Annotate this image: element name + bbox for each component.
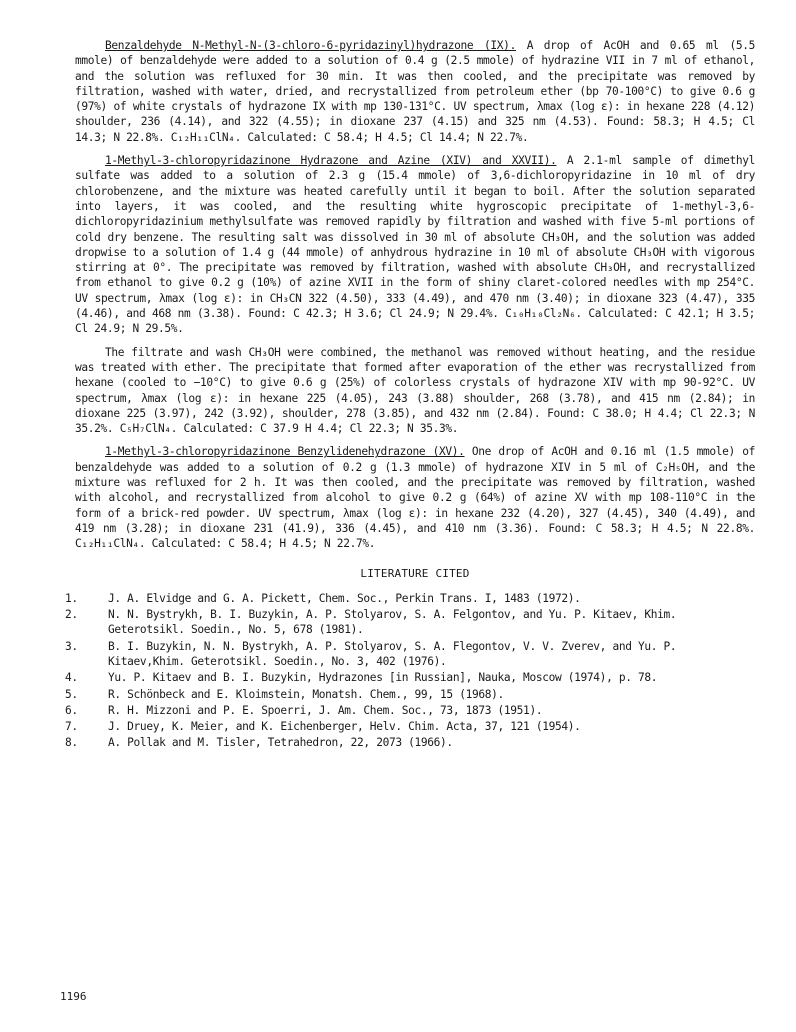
reference-text: N. N. Bystrykh, B. I. Buzykin, A. P. Stolyarov, S. A. Felgontov, and Yu. P. Kitaev, Khim. Geterotsikl. Soedin., No. 5, 678 (1981). <box>108 608 677 637</box>
reference-number: 3. <box>65 639 78 653</box>
paragraph-benzylidenehydrazone-xv <box>75 444 755 551</box>
literature-cited-heading: LITERATURE CITED <box>360 566 470 580</box>
paragraph-heading: Benzaldehyde N-Methyl-N-(3-chloro-6-pyridazinyl)hydrazone (IX). <box>105 39 516 52</box>
page-number: 1196 <box>60 990 87 1003</box>
reference-text: A. Pollak and M. Tisler, Tetrahedron, 22, 2073 (1966). <box>108 736 453 750</box>
paragraph-text: One drop of AcOH and 0.16 ml (1.5 mmole) of benzaldehyde was added to a solution of 0.2 g (1.3 mmole) of hydrazone XIV in 5 ml of C₂H₅OH, and the mixture was refluxed for 2 h. It was then cooled, and the precipitate was removed by filtration, washed with alcohol, and recrystallized from alcohol to give 0.2 g (64%) of azine XV with mp 108-110°C in the form of a brick-red powder. UV spectrum, λmax (log ε): in hexane 232 (4.20), 327 (4.45), 340 (4.49), and 419 nm (3.28); in dioxane 231 (41.9), 336 (4.45), and 410 nm (3.36). Found: C 58.3; H 4.5; N 22.8%. C₁₂H₁₁ClN₄. Calculated: C 58.4; H 4.5; N 22.7%. <box>75 445 755 551</box>
reference-item <box>65 687 755 702</box>
paragraph-text: The filtrate and wash CH₃OH were combined, the methanol was removed without heating, and the residue was treated with ether. The precipitate that formed after evaporation of the ether was recrystallized from hexane (cooled to −10°C) to give 0.6 g (25%) of colorless crystals of hydrazone XIV with mp 90-92°C. UV spectrum, λmax (log ε): in hexane 225 (4.05), 243 (3.88) shoulder, 268 (3.78), and 415 nm (2.84); in dioxane 225 (3.97), 242 (3.92), shoulder, 278 (3.85), and 432 nm (2.84). Found: C 38.0; H 4.4; Cl 22.3; N 35.2%. C₅H₇ClN₄. Calculated: C 37.9 H 4.4; Cl 22.3; N 35.3%. <box>75 345 755 436</box>
reference-number: 8. <box>65 736 78 750</box>
reference-number: 2. <box>65 608 78 622</box>
reference-item <box>65 639 755 670</box>
paragraph-text: A drop of AcOH and 0.65 ml (5.5 mmole) of benzaldehyde were added to a solution of 0.4 g (2.5 mmole) of hydrazine VII in 7 ml of ethanol, and the solution was refluxed for 30 min. It was then cooled, and the precipitate was removed by filtration, washed with water, dried, and recrystallized from petroleum ether (bp 70-100°C) to give 0.6 g (97%) of white crystals of hydrazone IX with mp 130-131°C. UV spectrum, λmax (log ε): in hexane 228 (4.12) shoulder, 236 (4.14), and 322 (4.55); in dioxane 237 (4.15) and 325 nm (4.53). Found: 58.3; H 4.5; Cl 14.3; N 22.8%. C₁₂H₁₁ClN₄. Calculated: C 58.4; H 4.5; Cl 14.4; N 22.7%. <box>75 39 755 144</box>
reference-number: 5. <box>65 687 78 701</box>
reference-item <box>65 719 755 734</box>
paragraph-filtrate <box>75 345 755 437</box>
reference-list <box>65 591 755 751</box>
reference-number: 4. <box>65 671 78 685</box>
reference-text: R. H. Mizzoni and P. E. Spoerri, J. Am. Chem. Soc., 73, 1873 (1951). <box>108 703 543 717</box>
paragraph-text: A 2.1-ml sample of dimethyl sulfate was added to a solution of 2.3 g (15.4 mmole) of 3,6-dichloropyridazine in 10 ml of dry chlorobenzene, and the mixture was heated carefully until it began to boil. After the solution separated into layers, it was cooled, and the resulting white hygroscopic precipitate of 1-methyl-3,6-dichloropyridazinium methylsulfate was removed rapidly by filtration and washed with five 5-ml portions of cold dry benzene. The resulting salt was dissolved in 30 ml of absolute CH₃OH, and the solution was added dropwise to a solution of 1.4 g (44 mmole) of anhydrous hydrazine in 10 ml of absolute CH₃OH with vigorous stirring at 0°. The precipitate was removed by filtration, washed with absolute CH₃OH, and recrystallized from ethanol to give 0.2 g (10%) of azine XVII in the form of shiny claret-colored needles with mp 254°C. UV spectrum, λmax (log ε): in CH₃CN 322 (4.50), 333 (4.49), and 470 nm (3.40); in dioxane 323 (4.47), 335 (4.46), and 468 nm (3.38). Found: C 42.3; H 3.6; Cl 24.9; N 29.4%. C₁₀H₁₀Cl₂N₆. Calculated: C 42.1; H 3.5; Cl 24.9; N 29.5%. <box>75 154 755 336</box>
reference-item <box>65 703 755 718</box>
reference-text: J. A. Elvidge and G. A. Pickett, Chem. Soc., Perkin Trans. I, 1483 (1972). <box>108 591 581 605</box>
reference-text: B. I. Buzykin, N. N. Bystrykh, A. P. Stolyarov, S. A. Flegontov, V. V. Zverev, and Yu. P. Kitaev,Khim. Geterotsikl. Soedin., No. 3, 402 (1976). <box>108 639 677 668</box>
page-body <box>65 38 755 752</box>
reference-item <box>65 670 755 685</box>
paragraph-hydrazone-azine-xiv <box>75 153 755 337</box>
paragraph-heading: 1-Methyl-3-chloropyridazinone Hydrazone and Azine (XIV) and XXVII). <box>105 154 557 168</box>
paragraph-heading: 1-Methyl-3-chloropyridazinone Benzylidenehydrazone (XV). <box>105 445 465 459</box>
paragraph-hydrazone-ix <box>75 38 755 145</box>
reference-text: Yu. P. Kitaev and B. I. Buzykin, Hydrazones [in Russian], Nauka, Moscow (1974), p. 78. <box>108 671 658 685</box>
reference-text: R. Schönbeck and E. Kloimstein, Monatsh. Chem., 99, 15 (1968). <box>108 687 504 701</box>
reference-item <box>65 591 755 606</box>
reference-text: J. Druey, K. Meier, and K. Eichenberger, Helv. Chim. Acta, 37, 121 (1954). <box>108 720 581 734</box>
reference-item <box>65 735 755 750</box>
reference-number: 6. <box>65 703 78 717</box>
reference-item <box>65 607 755 638</box>
reference-number: 1. <box>65 591 78 605</box>
reference-number: 7. <box>65 720 78 734</box>
